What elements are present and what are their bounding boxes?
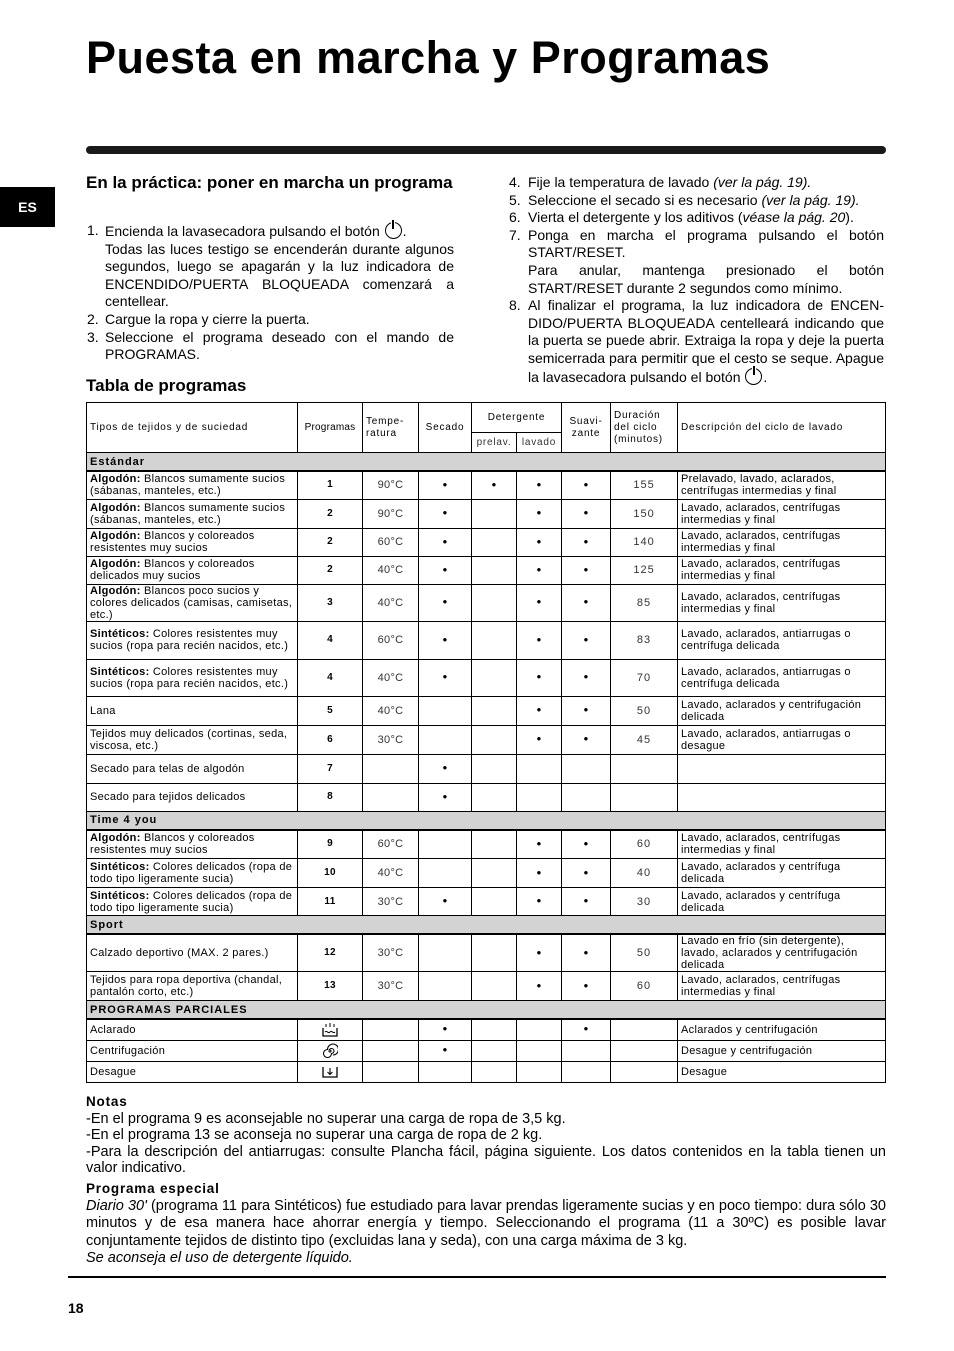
note-line: -En el programa 13 se aconseja no superar una carga de ropa de 2 kg. bbox=[86, 1127, 543, 1143]
softener bbox=[562, 584, 611, 621]
table-row bbox=[87, 1061, 886, 1082]
wash bbox=[517, 1061, 562, 1082]
program-number: 9 bbox=[298, 830, 363, 859]
fabric-type: Algodón: Blancos sumamente sucios (sábanas, manteles, etc.) bbox=[87, 471, 298, 499]
temperature: 60°C bbox=[363, 528, 419, 556]
prewash bbox=[472, 1061, 517, 1082]
temperature: 30°C bbox=[363, 725, 419, 754]
table-row bbox=[87, 1040, 886, 1061]
temperature: 90°C bbox=[363, 499, 419, 528]
program-symbol bbox=[298, 1040, 363, 1061]
special-heading: Programa especial bbox=[86, 1181, 220, 1196]
cycle-description: Lavado en frío (sin detergente), lavado, aclarados y centrifugación delicada bbox=[678, 934, 886, 972]
footer-rule bbox=[68, 1276, 886, 1278]
check-dot: • bbox=[536, 731, 542, 746]
check-dot: • bbox=[583, 835, 589, 851]
check-dot: • bbox=[442, 893, 448, 908]
header-lavado: lavado bbox=[517, 433, 562, 453]
steps-left bbox=[86, 222, 454, 364]
check-dot: • bbox=[536, 505, 542, 520]
fabric-type: Algodón: Blancos sumamente sucios (sábanas, manteles, etc.) bbox=[87, 499, 298, 528]
temperature: 30°C bbox=[363, 972, 419, 1001]
header-prelavado: prelav. bbox=[472, 433, 517, 453]
softener bbox=[562, 934, 611, 972]
check-dot: • bbox=[583, 731, 589, 746]
header-secado: Secado bbox=[419, 403, 472, 453]
softener bbox=[562, 754, 611, 783]
softener bbox=[562, 621, 611, 659]
fabric-type: Desague bbox=[87, 1061, 298, 1082]
fabric-type: Lana bbox=[87, 696, 298, 725]
check-dot: • bbox=[442, 594, 448, 609]
step-8: 8. Al finalizar el programa, la luz indicadora de ENCEN-DIDO/PUERTA BLOQUEADA centelleará indicando que la puerta se puede abrir. Extraiga la ropa y deje la puerta semicerrada para permitir que el cesto se seque. Apague la lavasecadora pulsando el botón . bbox=[509, 297, 884, 385]
prewash bbox=[472, 659, 517, 696]
prewash bbox=[472, 471, 517, 499]
prewash bbox=[472, 888, 517, 916]
duration bbox=[611, 1061, 678, 1082]
language-tab: ES bbox=[0, 187, 55, 227]
programs-table bbox=[86, 402, 886, 1083]
header-temperatura: Tempe-ratura bbox=[363, 403, 419, 453]
temperature bbox=[363, 783, 419, 811]
check-dot: • bbox=[442, 561, 448, 577]
drying bbox=[419, 696, 472, 725]
check-dot: • bbox=[583, 631, 589, 647]
cycle-description: Lavado, aclarados y centrífuga delicada bbox=[678, 888, 886, 916]
duration: 60 bbox=[611, 972, 678, 1001]
check-dot: • bbox=[442, 1042, 448, 1057]
softener bbox=[562, 1019, 611, 1040]
program-number: 12 bbox=[298, 934, 363, 972]
wash bbox=[517, 725, 562, 754]
temperature: 40°C bbox=[363, 584, 419, 621]
section-label: Sport bbox=[87, 916, 886, 935]
program-number: 13 bbox=[298, 972, 363, 1001]
check-dot: • bbox=[442, 533, 448, 549]
step-2: 2. Cargue la ropa y cierre la puerta. bbox=[87, 310, 310, 327]
table-row bbox=[87, 754, 886, 783]
cycle-description: Desague bbox=[678, 1061, 886, 1082]
temperature: 40°C bbox=[363, 659, 419, 696]
drying bbox=[419, 1019, 472, 1040]
cycle-description: Lavado, aclarados, centrífugas intermedias y final bbox=[678, 830, 886, 859]
wash bbox=[517, 1019, 562, 1040]
softener bbox=[562, 471, 611, 499]
table-row bbox=[87, 972, 886, 1001]
check-dot: • bbox=[536, 476, 542, 492]
cycle-description: Lavado, aclarados, antiarrugas o centrífuga delicada bbox=[678, 621, 886, 659]
header-suavizante: Suavi-zante bbox=[562, 403, 611, 453]
fabric-type: Algodón: Blancos y coloreados resistentes muy sucios bbox=[87, 528, 298, 556]
program-number: 2 bbox=[298, 528, 363, 556]
drying bbox=[419, 830, 472, 859]
section-row bbox=[87, 1001, 886, 1020]
programs-table-body bbox=[87, 453, 886, 1083]
wash bbox=[517, 1040, 562, 1061]
drying bbox=[419, 556, 472, 584]
cycle-description: Desague y centrifugación bbox=[678, 1040, 886, 1061]
page-number: 18 bbox=[68, 1300, 84, 1316]
program-number: 2 bbox=[298, 556, 363, 584]
program-number: 11 bbox=[298, 888, 363, 916]
check-dot: • bbox=[442, 1021, 448, 1037]
fabric-type: Algodón: Blancos y coloreados delicados muy sucios bbox=[87, 556, 298, 584]
table-row bbox=[87, 584, 886, 621]
softener bbox=[562, 1040, 611, 1061]
drying bbox=[419, 972, 472, 1001]
duration bbox=[611, 783, 678, 811]
cycle-description: Lavado, aclarados, centrífugas intermedias y final bbox=[678, 499, 886, 528]
section-row bbox=[87, 916, 886, 935]
cycle-description: Lavado, aclarados y centrifugación delicada bbox=[678, 696, 886, 725]
step-5: 5. Seleccione el secado si es necesario (ver la pág. 19). bbox=[509, 191, 860, 208]
check-dot: • bbox=[442, 788, 448, 804]
program-symbol bbox=[298, 1061, 363, 1082]
duration: 83 bbox=[611, 621, 678, 659]
softener bbox=[562, 528, 611, 556]
special-tail: Se aconseja el uso de detergente líquido. bbox=[86, 1250, 353, 1266]
fabric-type: Algodón: Blancos y coloreados resistentes muy sucios bbox=[87, 830, 298, 859]
softener bbox=[562, 659, 611, 696]
table-row bbox=[87, 471, 886, 499]
drying bbox=[419, 528, 472, 556]
temperature bbox=[363, 1019, 419, 1040]
duration: 30 bbox=[611, 888, 678, 916]
prewash bbox=[472, 783, 517, 811]
program-number: 8 bbox=[298, 783, 363, 811]
power-icon bbox=[745, 368, 762, 385]
table-row bbox=[87, 888, 886, 916]
duration: 85 bbox=[611, 584, 678, 621]
prewash bbox=[472, 584, 517, 621]
wash bbox=[517, 888, 562, 916]
softener bbox=[562, 888, 611, 916]
table-heading: Tabla de programas bbox=[86, 376, 247, 395]
fabric-type: Tejidos muy delicados (cortinas, seda, viscosa, etc.) bbox=[87, 725, 298, 754]
program-symbol bbox=[298, 1019, 363, 1040]
cycle-description bbox=[678, 783, 886, 811]
wash bbox=[517, 584, 562, 621]
drying bbox=[419, 584, 472, 621]
temperature: 30°C bbox=[363, 888, 419, 916]
wash bbox=[517, 972, 562, 1001]
temperature: 40°C bbox=[363, 556, 419, 584]
drying bbox=[419, 859, 472, 888]
check-dot: • bbox=[583, 594, 589, 609]
prewash bbox=[472, 972, 517, 1001]
table-row bbox=[87, 556, 886, 584]
note-line: -Para la descripción del antiarrugas: consulte Plancha fácil, página siguiente. Los datos contenidos en la tabla tienen un valor indicativo. bbox=[86, 1143, 886, 1176]
drain-icon bbox=[321, 1065, 339, 1077]
program-number: 6 bbox=[298, 725, 363, 754]
check-dot: • bbox=[536, 561, 542, 577]
softener bbox=[562, 1061, 611, 1082]
temperature bbox=[363, 754, 419, 783]
section-row bbox=[87, 453, 886, 472]
duration: 60 bbox=[611, 830, 678, 859]
prewash bbox=[472, 556, 517, 584]
section-label: Estándar bbox=[87, 453, 886, 472]
check-dot: • bbox=[536, 977, 542, 993]
check-dot: • bbox=[442, 760, 448, 775]
special-program bbox=[86, 1180, 886, 1268]
section-label: PROGRAMAS PARCIALES bbox=[87, 1001, 886, 1020]
drying bbox=[419, 659, 472, 696]
softener bbox=[562, 696, 611, 725]
fabric-type: Sintéticos: Colores resistentes muy sucios (ropa para recién nacidos, etc.) bbox=[87, 659, 298, 696]
prewash bbox=[472, 830, 517, 859]
table-row bbox=[87, 830, 886, 859]
wash bbox=[517, 859, 562, 888]
table-row bbox=[87, 528, 886, 556]
check-dot: • bbox=[536, 533, 542, 549]
header-descripcion: Descripción del ciclo de lavado bbox=[678, 403, 886, 453]
cycle-description: Lavado, aclarados, centrífugas intermedias y final bbox=[678, 556, 886, 584]
duration: 140 bbox=[611, 528, 678, 556]
prewash bbox=[472, 696, 517, 725]
check-dot: • bbox=[583, 864, 589, 880]
wash bbox=[517, 934, 562, 972]
softener bbox=[562, 783, 611, 811]
step-1: 1. Encienda la lavasecadora pulsando el botón . Todas las luces testigo se encenderán durante algunos segundos, luego se apagarán y la luz indicadora de ENCENDIDO/PUERTA BLOQUEADA comenzará a centellear. bbox=[87, 222, 454, 310]
cycle-description: Lavado, aclarados y centrífuga delicada bbox=[678, 859, 886, 888]
fabric-type: Sintéticos: Colores resistentes muy sucios (ropa para recién nacidos, etc.) bbox=[87, 621, 298, 659]
check-dot: • bbox=[442, 669, 448, 684]
check-dot: • bbox=[583, 533, 589, 549]
program-number: 7 bbox=[298, 754, 363, 783]
cycle-description: Lavado, aclarados, centrífugas intermedias y final bbox=[678, 972, 886, 1001]
page-title: Puesta en marcha y Programas bbox=[86, 32, 771, 83]
temperature: 30°C bbox=[363, 934, 419, 972]
table-row bbox=[87, 659, 886, 696]
program-number: 10 bbox=[298, 859, 363, 888]
check-dot: • bbox=[583, 476, 589, 492]
notes bbox=[86, 1094, 886, 1177]
prewash bbox=[472, 859, 517, 888]
check-dot: • bbox=[536, 944, 542, 960]
cycle-description: Lavado, aclarados, antiarrugas o desague bbox=[678, 725, 886, 754]
fabric-type: Secado para telas de algodón bbox=[87, 754, 298, 783]
check-dot: • bbox=[583, 505, 589, 520]
wash bbox=[517, 783, 562, 811]
prewash bbox=[472, 1019, 517, 1040]
step-3: 3. Seleccione el programa deseado con el mando de PROGRAMAS. bbox=[87, 328, 454, 363]
table-row bbox=[87, 696, 886, 725]
fabric-type: Aclarado bbox=[87, 1019, 298, 1040]
program-number: 3 bbox=[298, 584, 363, 621]
drying bbox=[419, 754, 472, 783]
temperature bbox=[363, 1061, 419, 1082]
fabric-type: Sintéticos: Colores delicados (ropa de todo tipo ligeramente sucia) bbox=[87, 859, 298, 888]
drying bbox=[419, 783, 472, 811]
step-4: 4. Fije la temperatura de lavado (ver la pág. 19). bbox=[509, 174, 812, 190]
notes-heading: Notas bbox=[86, 1094, 128, 1109]
header-tipos: Tipos de tejidos y de suciedad bbox=[87, 403, 298, 453]
check-dot: • bbox=[536, 594, 542, 609]
step-6: 6. Vierta el detergente y los aditivos (véase la pág. 20). bbox=[509, 209, 854, 226]
wash bbox=[517, 556, 562, 584]
section-label: Time 4 you bbox=[87, 811, 886, 830]
softener bbox=[562, 972, 611, 1001]
temperature: 60°C bbox=[363, 830, 419, 859]
wash bbox=[517, 830, 562, 859]
duration: 125 bbox=[611, 556, 678, 584]
header-rule bbox=[86, 146, 886, 154]
duration bbox=[611, 1019, 678, 1040]
program-number: 4 bbox=[298, 659, 363, 696]
drying bbox=[419, 499, 472, 528]
prewash bbox=[472, 1040, 517, 1061]
fabric-type: Secado para tejidos delicados bbox=[87, 783, 298, 811]
temperature: 90°C bbox=[363, 471, 419, 499]
step-7: 7. Ponga en marcha el programa pulsando el botón START/RESET. Para anular, mantenga presionado el botón START/RESET durante 2 segundos como mínimo. bbox=[509, 226, 884, 296]
table-row bbox=[87, 859, 886, 888]
check-dot: • bbox=[583, 893, 589, 908]
temperature: 40°C bbox=[363, 696, 419, 725]
check-dot: • bbox=[536, 702, 542, 717]
wash bbox=[517, 696, 562, 725]
wash bbox=[517, 499, 562, 528]
program-number: 2 bbox=[298, 499, 363, 528]
cycle-description bbox=[678, 754, 886, 783]
check-dot: • bbox=[583, 669, 589, 684]
softener bbox=[562, 499, 611, 528]
check-dot: • bbox=[536, 835, 542, 851]
spin-icon bbox=[322, 1044, 338, 1056]
table-row bbox=[87, 783, 886, 811]
softener bbox=[562, 725, 611, 754]
table-row bbox=[87, 621, 886, 659]
prewash bbox=[472, 528, 517, 556]
check-dot: • bbox=[442, 505, 448, 520]
check-dot: • bbox=[442, 631, 448, 647]
check-dot: • bbox=[583, 944, 589, 960]
check-dot: • bbox=[583, 561, 589, 577]
program-number: 5 bbox=[298, 696, 363, 725]
fabric-type: Calzado deportivo (MAX. 2 pares.) bbox=[87, 934, 298, 972]
duration: 50 bbox=[611, 696, 678, 725]
drying bbox=[419, 725, 472, 754]
temperature bbox=[363, 1040, 419, 1061]
table-row bbox=[87, 499, 886, 528]
fabric-type: Algodón: Blancos poco sucios y colores delicados (camisas, camisetas, etc.) bbox=[87, 584, 298, 621]
duration: 150 bbox=[611, 499, 678, 528]
check-dot: • bbox=[442, 476, 448, 492]
softener bbox=[562, 830, 611, 859]
header-duracion: Duración del ciclo (minutos) bbox=[611, 403, 678, 453]
prewash bbox=[472, 754, 517, 783]
prewash bbox=[472, 934, 517, 972]
duration: 50 bbox=[611, 934, 678, 972]
rinse-icon bbox=[321, 1024, 339, 1036]
header-programas: Programas bbox=[298, 403, 363, 453]
fabric-type: Tejidos para ropa deportiva (chandal, pantalón corto, etc.) bbox=[87, 972, 298, 1001]
softener bbox=[562, 556, 611, 584]
duration: 70 bbox=[611, 659, 678, 696]
duration bbox=[611, 1040, 678, 1061]
wash bbox=[517, 754, 562, 783]
table-row bbox=[87, 934, 886, 972]
check-dot: • bbox=[536, 669, 542, 684]
softener bbox=[562, 859, 611, 888]
drying bbox=[419, 888, 472, 916]
wash bbox=[517, 528, 562, 556]
table-row bbox=[87, 725, 886, 754]
practice-heading: En la práctica: poner en marcha un programa bbox=[86, 173, 453, 192]
program-number: 4 bbox=[298, 621, 363, 659]
wash bbox=[517, 471, 562, 499]
check-dot: • bbox=[491, 476, 497, 492]
check-dot: • bbox=[536, 893, 542, 908]
temperature: 60°C bbox=[363, 621, 419, 659]
power-icon bbox=[385, 222, 402, 239]
duration: 155 bbox=[611, 471, 678, 499]
prewash bbox=[472, 621, 517, 659]
cycle-description: Prelavado, lavado, aclarados, centrífugas intermedias y final bbox=[678, 471, 886, 499]
check-dot: • bbox=[536, 631, 542, 647]
temperature: 40°C bbox=[363, 859, 419, 888]
cycle-description: Lavado, aclarados, centrífugas intermedias y final bbox=[678, 584, 886, 621]
duration: 45 bbox=[611, 725, 678, 754]
fabric-type: Centrifugación bbox=[87, 1040, 298, 1061]
special-body: Diario 30' (programa 11 para Sintéticos) fue estudiado para lavar prendas ligeramente sucias y en poco tiempo: dura sólo 30 minutos y de esa manera hace ahorrar energía y tiempo. Seleccionando el programa (11 a 30ºC) es posible lavar conjuntamente tejidos de distinto tipo (excluidas lana y seda), con una carga máxima de 3 kg. bbox=[86, 1197, 886, 1249]
duration: 40 bbox=[611, 859, 678, 888]
fabric-type: Sintéticos: Colores delicados (ropa de todo tipo ligeramente sucia) bbox=[87, 888, 298, 916]
prewash bbox=[472, 499, 517, 528]
drying bbox=[419, 471, 472, 499]
drying bbox=[419, 934, 472, 972]
note-line: -En el programa 9 es aconsejable no superar una carga de ropa de 3,5 kg. bbox=[86, 1110, 566, 1127]
program-number: 1 bbox=[298, 471, 363, 499]
cycle-description: Lavado, aclarados, centrífugas intermedias y final bbox=[678, 528, 886, 556]
check-dot: • bbox=[536, 864, 542, 880]
steps-right bbox=[508, 174, 884, 386]
section-row bbox=[87, 811, 886, 830]
drying bbox=[419, 1040, 472, 1061]
check-dot: • bbox=[583, 702, 589, 717]
drying bbox=[419, 1061, 472, 1082]
cycle-description: Aclarados y centrifugación bbox=[678, 1019, 886, 1040]
wash bbox=[517, 659, 562, 696]
duration bbox=[611, 754, 678, 783]
drying bbox=[419, 621, 472, 659]
header-detergente: Detergente bbox=[472, 403, 562, 433]
check-dot: • bbox=[583, 977, 589, 993]
table-row bbox=[87, 1019, 886, 1040]
cycle-description: Lavado, aclarados, antiarrugas o centrífuga delicada bbox=[678, 659, 886, 696]
wash bbox=[517, 621, 562, 659]
prewash bbox=[472, 725, 517, 754]
check-dot: • bbox=[583, 1021, 589, 1037]
